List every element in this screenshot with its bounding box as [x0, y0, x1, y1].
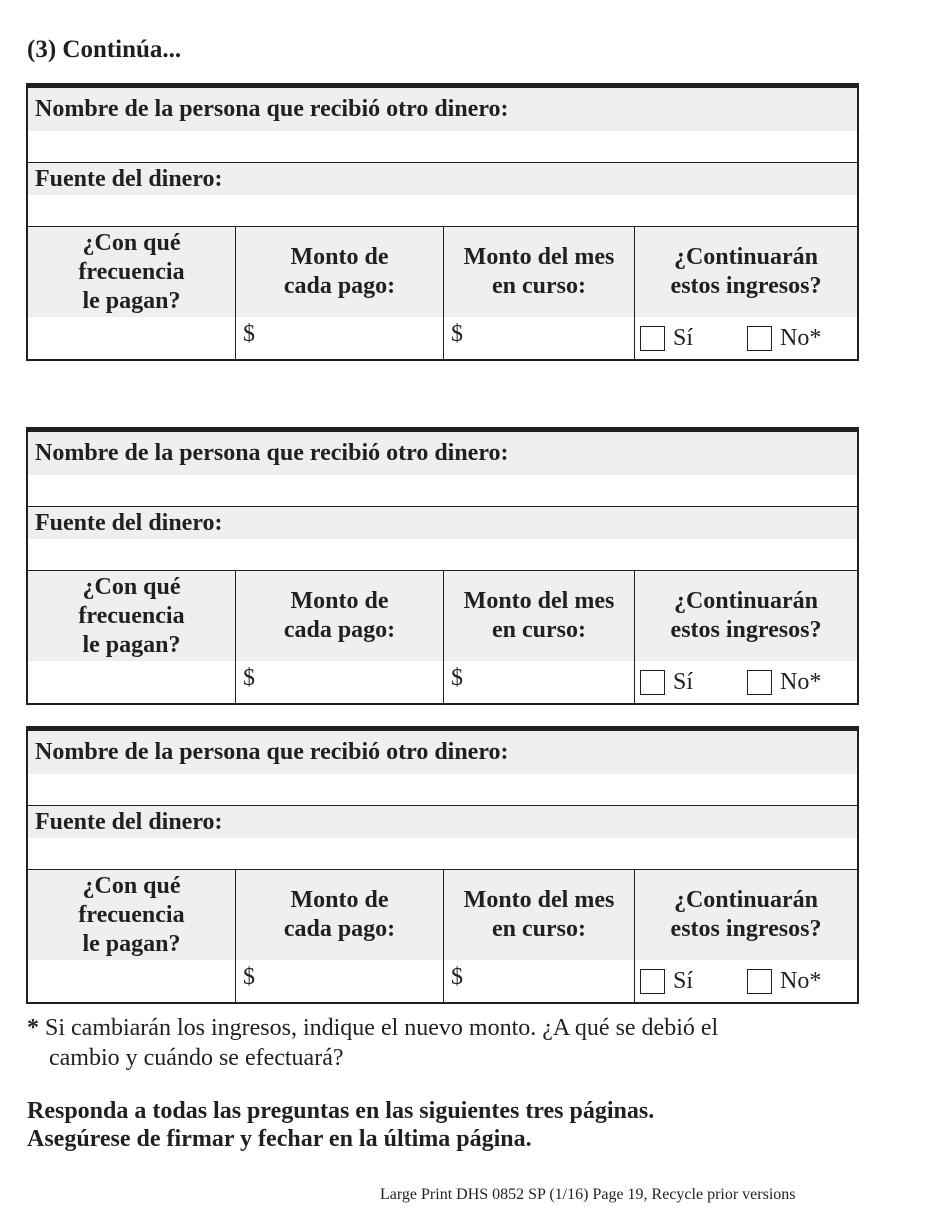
payment-grid [28, 870, 857, 1002]
source-label: Fuente del dinero: [28, 163, 857, 195]
income-form-block-2 [26, 427, 859, 705]
footnote-line-2: cambio y cuándo se efectuará? [49, 1045, 344, 1071]
continue-header: ¿Continuarán estos ingresos? [635, 571, 857, 661]
source-label: Fuente del dinero: [28, 806, 857, 838]
instructions-line-1: Responda a todas las preguntas en las siguientes tres páginas. [27, 1098, 655, 1124]
dollar-sign: $ [451, 964, 463, 990]
yes-checkbox[interactable] [640, 670, 665, 695]
frequency-field[interactable] [28, 317, 235, 359]
no-label: No* [780, 324, 822, 351]
amount-month-field[interactable] [444, 661, 634, 703]
person-name-field[interactable] [28, 131, 857, 163]
amount-each-header: Monto de cada pago: [236, 870, 443, 960]
amount-month-header: Monto del mes en curso: [444, 227, 634, 317]
person-name-label: Nombre de la persona que recibió otro dinero: [28, 88, 857, 131]
person-name-field[interactable] [28, 774, 857, 806]
person-name-label: Nombre de la persona que recibió otro dinero: [28, 432, 857, 475]
person-name-field[interactable] [28, 475, 857, 507]
amount-month-field[interactable] [444, 960, 634, 1002]
amount-each-field[interactable] [236, 960, 443, 1002]
instructions [27, 1097, 654, 1153]
yes-label: Sí [673, 324, 694, 351]
no-label: No* [780, 967, 822, 994]
frequency-header: ¿Con qué frecuencia le pagan? [28, 870, 235, 960]
section-heading: (3) Continúa... [27, 36, 182, 63]
dollar-sign: $ [243, 665, 255, 691]
no-checkbox[interactable] [747, 326, 772, 351]
page-footer: Large Print DHS 0852 SP (1/16) Page 19, Recycle prior versions [380, 1186, 796, 1203]
amount-each-field[interactable] [236, 661, 443, 703]
dollar-sign: $ [243, 321, 255, 347]
continue-header: ¿Continuarán estos ingresos? [635, 870, 857, 960]
footnote-star: * [27, 1015, 39, 1041]
frequency-header: ¿Con qué frecuencia le pagan? [28, 227, 235, 317]
amount-each-header: Monto de cada pago: [236, 571, 443, 661]
income-form-block-1 [26, 83, 859, 361]
no-checkbox[interactable] [747, 969, 772, 994]
payment-grid [28, 227, 857, 359]
yes-checkbox[interactable] [640, 326, 665, 351]
source-label: Fuente del dinero: [28, 507, 857, 539]
income-form-block-3 [26, 726, 859, 1004]
yes-label: Sí [673, 967, 694, 994]
frequency-header: ¿Con qué frecuencia le pagan? [28, 571, 235, 661]
yes-checkbox[interactable] [640, 969, 665, 994]
footnote [27, 1013, 857, 1073]
source-field[interactable] [28, 539, 857, 571]
yes-label: Sí [673, 668, 694, 695]
amount-month-field[interactable] [444, 317, 634, 359]
amount-each-field[interactable] [236, 317, 443, 359]
source-field[interactable] [28, 838, 857, 870]
frequency-field[interactable] [28, 661, 235, 703]
dollar-sign: $ [451, 665, 463, 691]
amount-each-header: Monto de cada pago: [236, 227, 443, 317]
frequency-field[interactable] [28, 960, 235, 1002]
dollar-sign: $ [451, 321, 463, 347]
footnote-line-1: Si cambiarán los ingresos, indique el nuevo monto. ¿A qué se debió el [45, 1015, 719, 1041]
person-name-label: Nombre de la persona que recibió otro dinero: [28, 731, 857, 774]
payment-grid [28, 571, 857, 703]
no-label: No* [780, 668, 822, 695]
continue-header: ¿Continuarán estos ingresos? [635, 227, 857, 317]
instructions-line-2: Asegúrese de firmar y fechar en la última página. [27, 1126, 532, 1152]
source-field[interactable] [28, 195, 857, 227]
amount-month-header: Monto del mes en curso: [444, 870, 634, 960]
no-checkbox[interactable] [747, 670, 772, 695]
amount-month-header: Monto del mes en curso: [444, 571, 634, 661]
dollar-sign: $ [243, 964, 255, 990]
